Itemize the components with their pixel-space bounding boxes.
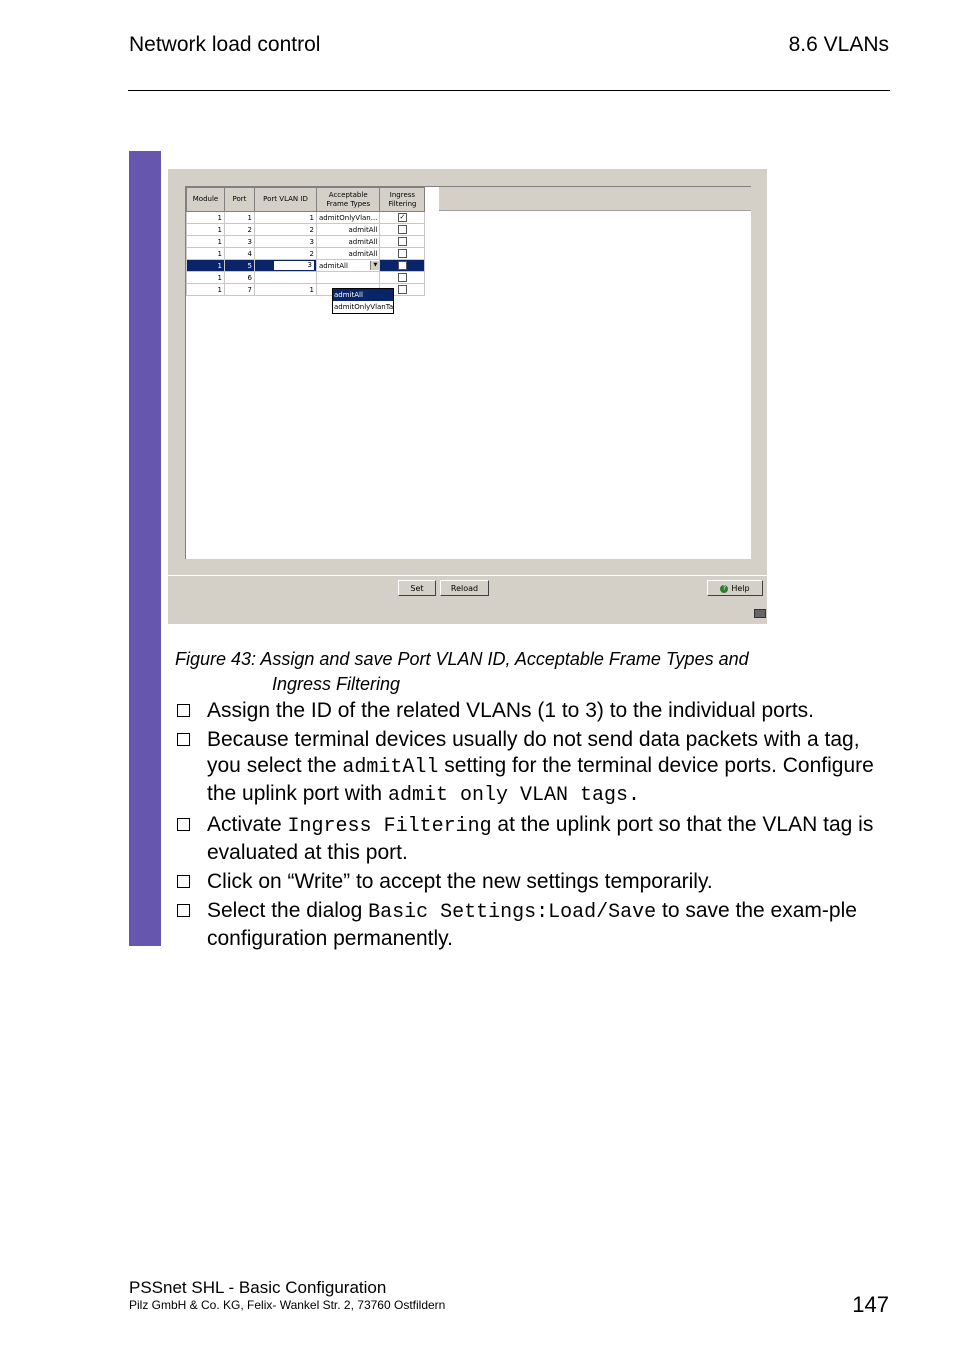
column-header-acceptable-frame-types[interactable]: Acceptable Frame Types [317, 188, 380, 212]
column-header-port-vlan-id[interactable]: Port VLAN ID [255, 188, 317, 212]
step-item [175, 869, 890, 895]
help-icon: ? [720, 585, 728, 593]
footer-address: Pilz GmbH & Co. KG, Felix- Wankel Str. 2, 73760 Ostfildern [129, 1298, 446, 1312]
checkbox-square-icon [177, 904, 190, 917]
ingress-filtering-checkbox[interactable] [398, 249, 407, 258]
instruction-sidebar-bar [129, 151, 161, 946]
checkbox-square-icon [177, 704, 190, 717]
frame-types-combo[interactable] [317, 261, 379, 270]
step-text: setting for the terminal device ports. Configure the uplink port with [207, 754, 874, 805]
table-row-selected[interactable] [187, 260, 425, 272]
frame-types-combo-value: admitAll [319, 261, 348, 270]
set-button[interactable]: Set [398, 580, 436, 596]
step-item [175, 898, 890, 952]
column-header-port[interactable]: Port [225, 188, 255, 212]
reload-button[interactable]: Reload [440, 580, 489, 596]
checkbox-square-icon [177, 818, 190, 831]
connection-status-icon [754, 609, 766, 618]
frame-types-combo-cell[interactable] [317, 260, 380, 272]
ingress-filtering-checkbox[interactable] [398, 261, 407, 270]
step-text: at the uplink port so that the VLAN tag is evaluated at this port. [207, 813, 874, 864]
port-cell: 7 [225, 284, 255, 296]
vlan-port-table-panel [185, 186, 751, 559]
help-button-label: Help [731, 584, 750, 593]
frame-types-cell[interactable]: admitOnlyVlan... [317, 212, 380, 224]
module-cell: 1 [187, 212, 225, 224]
figure-caption-line-2: Ingress Filtering [272, 674, 401, 694]
module-cell: 1 [187, 260, 225, 272]
ingress-filtering-cell[interactable] [380, 272, 425, 284]
module-cell: 1 [187, 236, 225, 248]
frame-types-cell[interactable]: admitAll [317, 224, 380, 236]
ingress-filtering-checkbox[interactable] [398, 237, 407, 246]
module-cell: 1 [187, 284, 225, 296]
checkbox-square-icon [177, 875, 190, 888]
vlan-port-table [186, 187, 425, 296]
ingress-filtering-checkbox[interactable] [398, 273, 407, 282]
chevron-down-icon[interactable]: ▼ [370, 261, 379, 270]
step-item [175, 727, 890, 809]
module-cell: 1 [187, 224, 225, 236]
table-row[interactable] [187, 248, 425, 260]
step-text: Activate [207, 813, 288, 836]
frame-types-cell[interactable]: admitAll [317, 236, 380, 248]
port-vlan-id-cell[interactable] [255, 260, 317, 272]
table-row[interactable] [187, 224, 425, 236]
port-cell: 1 [225, 212, 255, 224]
ingress-filtering-cell[interactable] [380, 236, 425, 248]
step-text: Select the dialog [207, 899, 369, 922]
step-text: Because terminal devices usually do not send data packets with a tag, you select the [207, 728, 860, 777]
frame-types-cell[interactable] [317, 272, 380, 284]
ingress-filtering-cell[interactable] [380, 224, 425, 236]
step-code: Ingress Filtering [287, 815, 492, 838]
table-row[interactable] [187, 212, 425, 224]
dropdown-option-admitonlyvlantagged[interactable]: admitOnlyVlanTa [334, 303, 393, 311]
module-cell: 1 [187, 272, 225, 284]
port-vlan-id-cell[interactable]: 1 [255, 284, 317, 296]
port-cell: 5 [225, 260, 255, 272]
port-vlan-id-cell[interactable]: 3 [255, 236, 317, 248]
footer-title: PSSnet SHL - Basic Configuration [129, 1278, 387, 1297]
step-item [175, 698, 890, 724]
step-text: to save the exam-ple configuration permanently. [207, 899, 857, 950]
help-button[interactable] [707, 580, 763, 596]
module-cell: 1 [187, 248, 225, 260]
table-row[interactable] [187, 272, 425, 284]
running-header-section: 8.6 VLANs [788, 33, 889, 56]
dropdown-option-admitall[interactable]: admitAll [333, 289, 393, 301]
port-vlan-id-cell[interactable]: 2 [255, 248, 317, 260]
port-vlan-id-cell[interactable] [255, 272, 317, 284]
checkbox-square-icon [177, 733, 190, 746]
running-header-chapter: Network load control [129, 33, 321, 56]
ingress-filtering-checkbox[interactable] [398, 285, 407, 294]
frame-types-cell[interactable]: admitAll [317, 248, 380, 260]
port-cell: 3 [225, 236, 255, 248]
port-cell: 4 [225, 248, 255, 260]
instruction-steps [175, 698, 890, 955]
page-number: 147 [852, 1292, 889, 1317]
figure-caption-line-1: Figure 43: Assign and save Port VLAN ID, Acceptable Frame Types and [175, 649, 749, 669]
ingress-filtering-cell[interactable] [380, 212, 425, 224]
figure-caption [175, 647, 749, 697]
table-header-strip [439, 187, 751, 211]
header-rule [128, 90, 890, 91]
ingress-filtering-cell[interactable] [380, 248, 425, 260]
table-row[interactable] [187, 236, 425, 248]
ingress-filtering-cell[interactable] [380, 260, 425, 272]
port-cell: 2 [225, 224, 255, 236]
port-vlan-id-cell[interactable]: 2 [255, 224, 317, 236]
step-code: admit only VLAN tags. [387, 784, 640, 807]
port-cell: 6 [225, 272, 255, 284]
step-item [175, 812, 890, 866]
column-header-ingress-filtering[interactable]: Ingress Filtering [380, 188, 425, 212]
vlan-port-screenshot [168, 169, 767, 624]
ingress-filtering-checkbox[interactable]: ✓ [399, 213, 406, 221]
port-vlan-id-cell[interactable]: 1 [255, 212, 317, 224]
step-code: admitAll [342, 756, 439, 779]
frame-types-dropdown-list[interactable] [332, 288, 394, 314]
step-code: Basic Settings:Load/Save [368, 901, 657, 924]
step-text: Assign the ID of the related VLANs (1 to 3) to the individual ports. [207, 699, 814, 722]
step-text: Click on “Write” to accept the new settings temporarily. [207, 870, 713, 893]
port-vlan-id-edit[interactable]: 3 [274, 261, 314, 270]
ingress-filtering-checkbox[interactable] [398, 225, 407, 234]
column-header-module[interactable]: Module [187, 188, 225, 212]
button-bar-separator [168, 575, 767, 576]
